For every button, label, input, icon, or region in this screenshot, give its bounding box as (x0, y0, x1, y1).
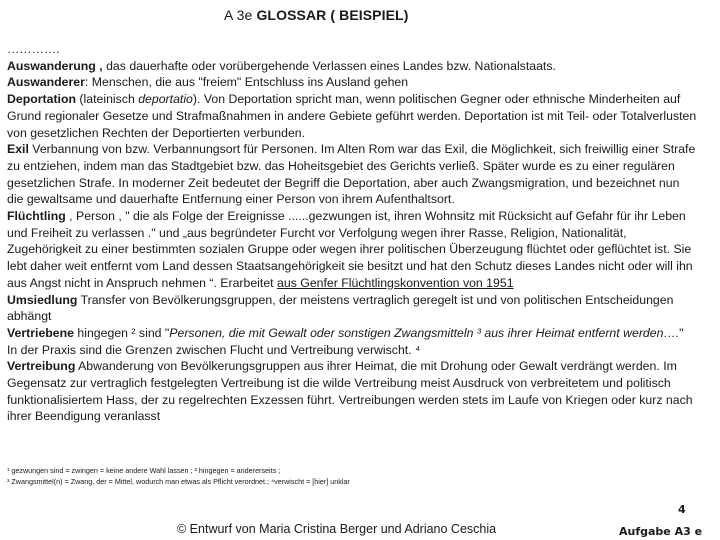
footnotes (7, 465, 707, 487)
entry-fluechtling (7, 208, 697, 292)
copyright-footer: © Entwurf von Maria Cristina Berger und Adriano Ceschia (177, 522, 497, 536)
entry-text: Transfer von Bevölkerungsgruppen, der meistens vertraglich geregelt ist und von politischen Entscheidungen abhängt (7, 292, 674, 324)
entry-deportation (7, 91, 697, 141)
entry-vertreibung (7, 358, 697, 425)
source-reference: aus Genfer Flüchtlingskonvention von 1951 (277, 275, 514, 290)
entry-text: Verbannung von bzw. Verbannungsort für Personen. Im Alten Rom war das Exil, die Möglichkeit, sich freiwillig einer Strafe zu entziehen, indem man das Stadtgebiet bzw. das Hoheitsgebiet des Gerichts verließ. Später wurde es zu einer regulären gesetzlichen Strafe. In moderner Zeit bedeutet der Begriff die Deportation, aber auch Zwangsmigration, und bezeichnet nun die gewaltsame und dauerhafte Entfernung einer Person von ihrem Aufenthaltsort. (7, 142, 696, 207)
entry-vertriebene (7, 325, 697, 358)
entry-term: Vertriebene (7, 325, 74, 340)
entry-text: : Menschen, die aus "freiem" Entschluss ins Ausland gehen (84, 75, 409, 90)
entry-term: Flüchtling (7, 209, 66, 224)
entry-term: Umsiedlung (7, 292, 78, 307)
entry-text: hingegen ² sind " (73, 325, 170, 340)
entry-text: (lateinisch (76, 92, 139, 107)
entry-term: Deportation (7, 92, 76, 107)
entry-exil (7, 141, 697, 208)
footnote-line: ¹ gezwungen sind = zwingen = keine andere Wahl lassen ; ² hingegen = andererseits ; (7, 466, 281, 475)
entry-italic: deportatio (138, 92, 193, 107)
title-main: GLOSSAR ( BEISPIEL) (256, 7, 409, 23)
page-number: 4 (678, 503, 686, 516)
entry-text: " In der Praxis sind die Grenzen zwischen Flucht und Vertreibung verwischt. ⁴ (7, 325, 684, 357)
ellipsis-line: …………. (7, 42, 60, 56)
task-label: Aufgabe A3 e (619, 525, 703, 538)
entry-auswanderung (7, 58, 697, 75)
entry-term: Auswanderer (7, 75, 85, 90)
glossary-body (7, 41, 697, 425)
entry-text: , Person , " die als Folge der Ereignisse ......gezwungen ist, ihren Wohnsitz mit Rücksicht auf Gefahr für ihr Leben und Freiheit zu verlassen ." und „aus begründeter Furcht vor Verfolgung wegen ihrer Rasse, Religion, Nationalität, Zugehörigkeit zu einer bestimmten sozialen Gruppe oder wegen ihrer politischen Überzeugung flüchtet oder geflüchtet ist. Sie lebt daher weit entfernt vom Land dessen Staatsangehörigkeit sie besitzt und hat den Schutz dieses Landes nicht oder will ihn aus Angst nicht in Anspruch nehmen “. Erarbeitet (7, 209, 693, 290)
entry-text: das dauerhafte oder vorübergehende Verlassen eines Landes bzw. Nationalstaats. (102, 58, 556, 73)
entry-umsiedlung (7, 292, 697, 325)
entry-italic: Personen, die mit Gewalt oder sonstigen Zwangsmitteln ³ aus ihrer Heimat entfernt werden…. (169, 325, 680, 340)
entry-text: Abwanderung von Bevölkerungsgruppen aus ihrer Heimat, die mit Drohung oder Gewalt verdrängt werden. Im Gegensatz zur vertraglich festgelegten Vertreibung ist die wilde Vertreibung meist Ausdruck von verbreitetem und politisch funktionalisiertem Hass, der zu regelrechten Exzessen führt. Vertreibungen werden stets im Laufe von Kriegen oder kurz nach ihrer Beendigung veranlasst (7, 359, 693, 424)
title-prefix: A 3e (224, 7, 253, 23)
footnote-line: ³ Zwangsmittel(n) = Zwang, der = Mittel, wodurch man etwas als Pflicht verordnet.; ⁴verwischt = [hier] unklar (7, 477, 350, 486)
entry-term: Exil (7, 142, 29, 157)
entry-text: ). Von Deportation spricht man, wenn politischen Gegner oder ethnische Minderheiten auf Grund regionaler Gesetze und Strafmaßnahmen in andere Gebiete geführt werden. Deportation ist mit Teil- oder Totalverlusten von gesetzlichen Rechten der Deportierten verbunden. (7, 92, 697, 140)
entry-term: Vertreibung (7, 359, 76, 374)
entry-auswanderer (7, 74, 697, 91)
page-title (224, 7, 408, 23)
entry-term: Auswanderung , (7, 58, 103, 73)
